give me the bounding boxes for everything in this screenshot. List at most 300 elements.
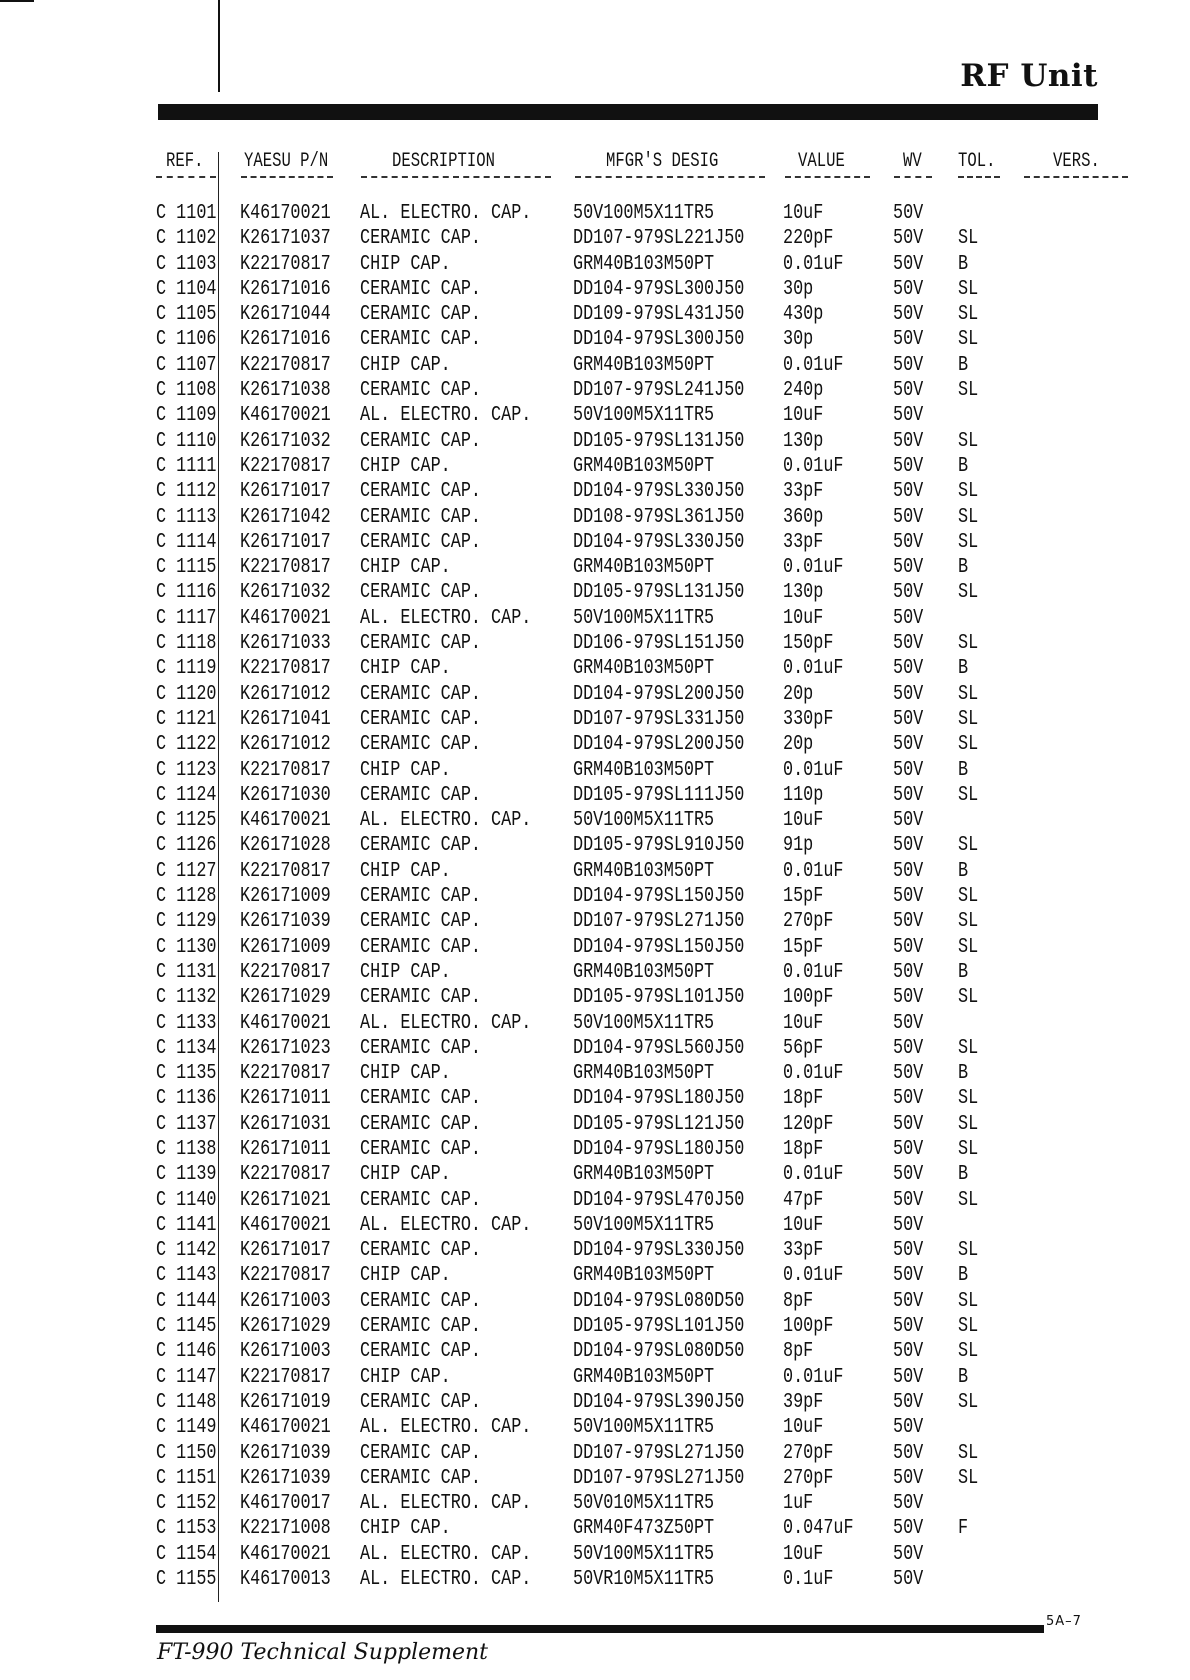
- value-cell: 47pF: [783, 1188, 824, 1212]
- mfgr-desig-cell: 50V100M5X11TR5: [573, 809, 715, 833]
- ref-cell: C 1144: [156, 1289, 217, 1313]
- value-cell: 10uF: [783, 1416, 824, 1440]
- wv-cell: 50V: [893, 556, 924, 580]
- yaesu-pn-cell: K26171021: [240, 1188, 331, 1212]
- wv-cell: 50V: [893, 1492, 924, 1516]
- tol-cell: F: [958, 1517, 969, 1541]
- ref-cell: C 1110: [156, 429, 217, 453]
- description-cell: CHIP CAP.: [360, 252, 451, 276]
- yaesu-pn-cell: K26171003: [240, 1340, 331, 1364]
- description-cell: CERAMIC CAP.: [360, 303, 481, 327]
- table-row: [0, 960, 1190, 985]
- table-row: [0, 1213, 1190, 1238]
- tol-cell: SL: [958, 986, 979, 1010]
- margin-rule: [218, 0, 220, 92]
- description-cell: AL. ELECTRO. CAP.: [360, 1492, 532, 1516]
- description-cell: CERAMIC CAP.: [360, 1390, 481, 1414]
- ref-cell: C 1105: [156, 303, 217, 327]
- mfgr-desig-cell: GRM40B103M50PT: [573, 657, 715, 681]
- parts-table: [0, 201, 1190, 1592]
- description-cell: CERAMIC CAP.: [360, 1137, 481, 1161]
- mfgr-desig-cell: GRM40B103M50PT: [573, 556, 715, 580]
- yaesu-pn-cell: K26171030: [240, 783, 331, 807]
- tol-cell: SL: [958, 632, 979, 656]
- table-row: [0, 1567, 1190, 1592]
- wv-cell: 50V: [893, 1340, 924, 1364]
- mfgr-desig-cell: 50V100M5X11TR5: [573, 1416, 715, 1440]
- description-cell: CERAMIC CAP.: [360, 379, 481, 403]
- tol-cell: SL: [958, 1466, 979, 1490]
- table-row: [0, 1289, 1190, 1314]
- ref-cell: C 1106: [156, 328, 217, 352]
- mfgr-desig-cell: GRM40B103M50PT: [573, 454, 715, 478]
- tol-cell: SL: [958, 227, 979, 251]
- yaesu-pn-cell: K46170021: [240, 1542, 331, 1566]
- tol-cell: B: [958, 252, 969, 276]
- tol-cell: SL: [958, 733, 979, 757]
- ref-cell: C 1108: [156, 379, 217, 403]
- value-cell: 10uF: [783, 1542, 824, 1566]
- wv-cell: 50V: [893, 1416, 924, 1440]
- table-row: [0, 1086, 1190, 1111]
- value-cell: 270pF: [783, 1466, 834, 1490]
- wv-cell: 50V: [893, 834, 924, 858]
- value-cell: 0.01uF: [783, 353, 844, 377]
- table-row: [0, 1188, 1190, 1213]
- ref-cell: C 1116: [156, 581, 217, 605]
- ref-cell: C 1113: [156, 505, 217, 529]
- tol-cell: SL: [958, 1036, 979, 1060]
- ref-cell: C 1137: [156, 1112, 217, 1136]
- header-rule: [158, 104, 1098, 120]
- ref-cell: C 1122: [156, 733, 217, 757]
- description-cell: CERAMIC CAP.: [360, 885, 481, 909]
- wv-cell: 50V: [893, 1188, 924, 1212]
- tol-cell: SL: [958, 935, 979, 959]
- tol-cell: B: [958, 556, 969, 580]
- wv-cell: 50V: [893, 379, 924, 403]
- yaesu-pn-cell: K22170817: [240, 353, 331, 377]
- table-row: [0, 707, 1190, 732]
- description-cell: CERAMIC CAP.: [360, 1239, 481, 1263]
- ref-cell: C 1143: [156, 1264, 217, 1288]
- table-row: [0, 454, 1190, 479]
- yaesu-pn-cell: K22170817: [240, 454, 331, 478]
- value-cell: 270pF: [783, 910, 834, 934]
- wv-cell: 50V: [893, 202, 924, 225]
- ref-cell: C 1151: [156, 1466, 217, 1490]
- yaesu-pn-cell: K22170817: [240, 657, 331, 681]
- tol-cell: SL: [958, 910, 979, 934]
- value-cell: 8pF: [783, 1340, 814, 1364]
- yaesu-pn-cell: K26171041: [240, 707, 331, 731]
- yaesu-pn-cell: K46170017: [240, 1492, 331, 1516]
- description-cell: CERAMIC CAP.: [360, 505, 481, 529]
- description-cell: CERAMIC CAP.: [360, 910, 481, 934]
- yaesu-pn-cell: K26171017: [240, 480, 331, 504]
- header-underline-tol: [958, 176, 1000, 178]
- ref-cell: C 1130: [156, 935, 217, 959]
- ref-cell: C 1121: [156, 707, 217, 731]
- description-cell: AL. ELECTRO. CAP.: [360, 202, 532, 225]
- table-row: [0, 1238, 1190, 1263]
- description-cell: CERAMIC CAP.: [360, 1340, 481, 1364]
- ref-cell: C 1153: [156, 1517, 217, 1541]
- table-row: [0, 1314, 1190, 1339]
- description-cell: CERAMIC CAP.: [360, 1087, 481, 1111]
- ref-cell: C 1149: [156, 1416, 217, 1440]
- tol-cell: SL: [958, 885, 979, 909]
- mfgr-desig-cell: DD104-979SL200J50: [573, 733, 745, 757]
- wv-cell: 50V: [893, 1239, 924, 1263]
- tol-cell: B: [958, 353, 969, 377]
- mfgr-desig-cell: DD107-979SL241J50: [573, 379, 745, 403]
- value-cell: 10uF: [783, 202, 824, 225]
- value-cell: 33pF: [783, 530, 824, 554]
- yaesu-pn-cell: K22171008: [240, 1517, 331, 1541]
- yaesu-pn-cell: K26171012: [240, 682, 331, 706]
- yaesu-pn-cell: K26171042: [240, 505, 331, 529]
- mfgr-desig-cell: 50V100M5X11TR5: [573, 404, 715, 428]
- tol-cell: SL: [958, 1087, 979, 1111]
- value-cell: 150pF: [783, 632, 834, 656]
- wv-cell: 50V: [893, 783, 924, 807]
- ref-cell: C 1117: [156, 606, 217, 630]
- mfgr-desig-cell: DD104-979SL300J50: [573, 328, 745, 352]
- yaesu-pn-cell: K26171017: [240, 1239, 331, 1263]
- description-cell: CHIP CAP.: [360, 1062, 451, 1086]
- ref-cell: C 1147: [156, 1365, 217, 1389]
- value-cell: 110p: [783, 783, 824, 807]
- ref-cell: C 1154: [156, 1542, 217, 1566]
- description-cell: CERAMIC CAP.: [360, 986, 481, 1010]
- wv-cell: 50V: [893, 632, 924, 656]
- table-row: [0, 252, 1190, 277]
- mfgr-desig-cell: DD104-979SL080D50: [573, 1289, 745, 1313]
- ref-cell: C 1139: [156, 1163, 217, 1187]
- yaesu-pn-cell: K26171032: [240, 581, 331, 605]
- yaesu-pn-cell: K26171023: [240, 1036, 331, 1060]
- mfgr-desig-cell: DD104-979SL470J50: [573, 1188, 745, 1212]
- wv-cell: 50V: [893, 530, 924, 554]
- tol-cell: SL: [958, 1441, 979, 1465]
- wv-cell: 50V: [893, 454, 924, 478]
- wv-cell: 50V: [893, 1517, 924, 1541]
- value-cell: 0.01uF: [783, 252, 844, 276]
- value-cell: 0.01uF: [783, 960, 844, 984]
- yaesu-pn-cell: K46170021: [240, 404, 331, 428]
- wv-cell: 50V: [893, 581, 924, 605]
- tol-cell: SL: [958, 530, 979, 554]
- description-cell: CHIP CAP.: [360, 1163, 451, 1187]
- value-cell: 39pF: [783, 1390, 824, 1414]
- yaesu-pn-cell: K26171012: [240, 733, 331, 757]
- table-row: [0, 808, 1190, 833]
- mfgr-desig-cell: DD104-979SL390J50: [573, 1390, 745, 1414]
- yaesu-pn-cell: K26171016: [240, 328, 331, 352]
- value-cell: 33pF: [783, 1239, 824, 1263]
- yaesu-pn-cell: K26171016: [240, 277, 331, 301]
- yaesu-pn-cell: K26171011: [240, 1087, 331, 1111]
- ref-cell: C 1101: [156, 202, 217, 225]
- yaesu-pn-cell: K26171039: [240, 910, 331, 934]
- table-row: [0, 302, 1190, 327]
- description-cell: CERAMIC CAP.: [360, 682, 481, 706]
- ref-cell: C 1127: [156, 859, 217, 883]
- tol-cell: SL: [958, 1315, 979, 1339]
- mfgr-desig-cell: DD104-979SL330J50: [573, 1239, 745, 1263]
- ref-cell: C 1146: [156, 1340, 217, 1364]
- ref-cell: C 1132: [156, 986, 217, 1010]
- yaesu-pn-cell: K22170817: [240, 1365, 331, 1389]
- description-cell: CERAMIC CAP.: [360, 277, 481, 301]
- wv-cell: 50V: [893, 277, 924, 301]
- ref-cell: C 1125: [156, 809, 217, 833]
- value-cell: 330pF: [783, 707, 834, 731]
- value-cell: 100pF: [783, 986, 834, 1010]
- ref-cell: C 1111: [156, 454, 217, 478]
- table-row: [0, 353, 1190, 378]
- table-row: [0, 884, 1190, 909]
- value-cell: 30p: [783, 328, 814, 352]
- value-cell: 100pF: [783, 1315, 834, 1339]
- mfgr-desig-cell: GRM40B103M50PT: [573, 1264, 715, 1288]
- description-cell: AL. ELECTRO. CAP.: [360, 606, 532, 630]
- ref-cell: C 1148: [156, 1390, 217, 1414]
- table-row: [0, 656, 1190, 681]
- table-row: [0, 1491, 1190, 1516]
- mfgr-desig-cell: DD104-979SL080D50: [573, 1340, 745, 1364]
- value-cell: 0.01uF: [783, 657, 844, 681]
- wv-cell: 50V: [893, 480, 924, 504]
- tol-cell: SL: [958, 1340, 979, 1364]
- ref-cell: C 1141: [156, 1213, 217, 1237]
- yaesu-pn-cell: K22170817: [240, 960, 331, 984]
- table-row: [0, 631, 1190, 656]
- table-row: [0, 403, 1190, 428]
- wv-cell: 50V: [893, 682, 924, 706]
- value-cell: 240p: [783, 379, 824, 403]
- ref-cell: C 1145: [156, 1315, 217, 1339]
- ref-cell: C 1118: [156, 632, 217, 656]
- wv-cell: 50V: [893, 1542, 924, 1566]
- col-header-yaesu-pn: YAESU P/N: [244, 150, 329, 173]
- wv-cell: 50V: [893, 1568, 924, 1592]
- value-cell: 270pF: [783, 1441, 834, 1465]
- value-cell: 0.01uF: [783, 758, 844, 782]
- value-cell: 0.01uF: [783, 1062, 844, 1086]
- mfgr-desig-cell: GRM40B103M50PT: [573, 252, 715, 276]
- yaesu-pn-cell: K46170021: [240, 809, 331, 833]
- wv-cell: 50V: [893, 227, 924, 251]
- wv-cell: 50V: [893, 1315, 924, 1339]
- mfgr-desig-cell: 50V100M5X11TR5: [573, 1011, 715, 1035]
- yaesu-pn-cell: K46170021: [240, 202, 331, 225]
- table-row: [0, 1137, 1190, 1162]
- ref-cell: C 1120: [156, 682, 217, 706]
- yaesu-pn-cell: K26171029: [240, 1315, 331, 1339]
- value-cell: 10uF: [783, 404, 824, 428]
- table-row: [0, 1339, 1190, 1364]
- tol-cell: SL: [958, 1137, 979, 1161]
- yaesu-pn-cell: K26171031: [240, 1112, 331, 1136]
- description-cell: CERAMIC CAP.: [360, 632, 481, 656]
- mfgr-desig-cell: DD109-979SL431J50: [573, 303, 745, 327]
- ref-cell: C 1124: [156, 783, 217, 807]
- tol-cell: B: [958, 859, 969, 883]
- description-cell: CHIP CAP.: [360, 454, 451, 478]
- table-row: [0, 479, 1190, 504]
- mfgr-desig-cell: 50V100M5X11TR5: [573, 1542, 715, 1566]
- description-cell: CERAMIC CAP.: [360, 935, 481, 959]
- ref-cell: C 1133: [156, 1011, 217, 1035]
- wv-cell: 50V: [893, 606, 924, 630]
- mfgr-desig-cell: DD105-979SL101J50: [573, 986, 745, 1010]
- description-cell: AL. ELECTRO. CAP.: [360, 1213, 532, 1237]
- description-cell: CERAMIC CAP.: [360, 707, 481, 731]
- wv-cell: 50V: [893, 859, 924, 883]
- ref-cell: C 1129: [156, 910, 217, 934]
- table-row: [0, 1415, 1190, 1440]
- description-cell: AL. ELECTRO. CAP.: [360, 404, 532, 428]
- tol-cell: SL: [958, 505, 979, 529]
- yaesu-pn-cell: K26171037: [240, 227, 331, 251]
- mfgr-desig-cell: GRM40B103M50PT: [573, 1163, 715, 1187]
- description-cell: AL. ELECTRO. CAP.: [360, 809, 532, 833]
- mfgr-desig-cell: DD104-979SL300J50: [573, 277, 745, 301]
- header-underline-mfgr-desig: [575, 176, 765, 178]
- table-row: [0, 1061, 1190, 1086]
- ref-cell: C 1142: [156, 1239, 217, 1263]
- wv-cell: 50V: [893, 733, 924, 757]
- tol-cell: SL: [958, 707, 979, 731]
- value-cell: 15pF: [783, 885, 824, 909]
- table-row: [0, 909, 1190, 934]
- value-cell: 0.1uF: [783, 1568, 834, 1592]
- ref-cell: C 1104: [156, 277, 217, 301]
- mfgr-desig-cell: GRM40B103M50PT: [573, 859, 715, 883]
- table-row: [0, 935, 1190, 960]
- mfgr-desig-cell: GRM40B103M50PT: [573, 1365, 715, 1389]
- mfgr-desig-cell: DD104-979SL330J50: [573, 530, 745, 554]
- description-cell: CERAMIC CAP.: [360, 1036, 481, 1060]
- wv-cell: 50V: [893, 303, 924, 327]
- document-title: FT-990 Technical Supplement: [157, 1640, 489, 1665]
- yaesu-pn-cell: K46170021: [240, 606, 331, 630]
- value-cell: 130p: [783, 581, 824, 605]
- table-row: [0, 201, 1190, 226]
- value-cell: 120pF: [783, 1112, 834, 1136]
- description-cell: CHIP CAP.: [360, 657, 451, 681]
- ref-cell: C 1135: [156, 1062, 217, 1086]
- description-cell: CHIP CAP.: [360, 1264, 451, 1288]
- description-cell: CHIP CAP.: [360, 1365, 451, 1389]
- table-row: [0, 859, 1190, 884]
- value-cell: 15pF: [783, 935, 824, 959]
- tol-cell: SL: [958, 1188, 979, 1212]
- mfgr-desig-cell: DD106-979SL151J50: [573, 632, 745, 656]
- ref-cell: C 1134: [156, 1036, 217, 1060]
- header-underline-yaesu-pn: [241, 176, 333, 178]
- yaesu-pn-cell: K26171011: [240, 1137, 331, 1161]
- wv-cell: 50V: [893, 1011, 924, 1035]
- ref-cell: C 1115: [156, 556, 217, 580]
- yaesu-pn-cell: K22170817: [240, 1062, 331, 1086]
- col-header-value: VALUE: [798, 150, 845, 173]
- wv-cell: 50V: [893, 1062, 924, 1086]
- description-cell: CERAMIC CAP.: [360, 480, 481, 504]
- tol-cell: SL: [958, 834, 979, 858]
- value-cell: 0.01uF: [783, 454, 844, 478]
- ref-cell: C 1138: [156, 1137, 217, 1161]
- wv-cell: 50V: [893, 404, 924, 428]
- value-cell: 0.01uF: [783, 1264, 844, 1288]
- tol-cell: SL: [958, 1289, 979, 1313]
- description-cell: CHIP CAP.: [360, 556, 451, 580]
- table-row: [0, 985, 1190, 1010]
- tol-cell: SL: [958, 1112, 979, 1136]
- table-row: [0, 1112, 1190, 1137]
- yaesu-pn-cell: K26171003: [240, 1289, 331, 1313]
- yaesu-pn-cell: K26171019: [240, 1390, 331, 1414]
- mfgr-desig-cell: DD107-979SL271J50: [573, 910, 745, 934]
- description-cell: CERAMIC CAP.: [360, 1112, 481, 1136]
- corner-mark: [0, 0, 34, 2]
- yaesu-pn-cell: K22170817: [240, 859, 331, 883]
- wv-cell: 50V: [893, 1441, 924, 1465]
- wv-cell: 50V: [893, 960, 924, 984]
- wv-cell: 50V: [893, 1137, 924, 1161]
- value-cell: 130p: [783, 429, 824, 453]
- mfgr-desig-cell: DD105-979SL910J50: [573, 834, 745, 858]
- value-cell: 0.047uF: [783, 1517, 854, 1541]
- mfgr-desig-cell: DD105-979SL121J50: [573, 1112, 745, 1136]
- mfgr-desig-cell: DD108-979SL361J50: [573, 505, 745, 529]
- ref-cell: C 1119: [156, 657, 217, 681]
- wv-cell: 50V: [893, 1365, 924, 1389]
- value-cell: 10uF: [783, 1011, 824, 1035]
- mfgr-desig-cell: DD107-979SL331J50: [573, 707, 745, 731]
- mfgr-desig-cell: GRM40B103M50PT: [573, 353, 715, 377]
- table-row: [0, 1011, 1190, 1036]
- yaesu-pn-cell: K46170013: [240, 1568, 331, 1592]
- mfgr-desig-cell: GRM40B103M50PT: [573, 1062, 715, 1086]
- header-underline-ref: [156, 176, 216, 178]
- table-row: [0, 277, 1190, 302]
- tol-cell: SL: [958, 379, 979, 403]
- table-row: [0, 580, 1190, 605]
- wv-cell: 50V: [893, 252, 924, 276]
- description-cell: CERAMIC CAP.: [360, 1315, 481, 1339]
- wv-cell: 50V: [893, 1390, 924, 1414]
- col-header-description: DESCRIPTION: [392, 150, 495, 173]
- ref-cell: C 1107: [156, 353, 217, 377]
- wv-cell: 50V: [893, 885, 924, 909]
- tol-cell: SL: [958, 277, 979, 301]
- description-cell: CERAMIC CAP.: [360, 1289, 481, 1313]
- value-cell: 0.01uF: [783, 859, 844, 883]
- ref-cell: C 1140: [156, 1188, 217, 1212]
- ref-cell: C 1126: [156, 834, 217, 858]
- yaesu-pn-cell: K26171032: [240, 429, 331, 453]
- table-row: [0, 1390, 1190, 1415]
- description-cell: AL. ELECTRO. CAP.: [360, 1568, 532, 1592]
- tol-cell: B: [958, 454, 969, 478]
- wv-cell: 50V: [893, 657, 924, 681]
- value-cell: 30p: [783, 277, 814, 301]
- table-row: [0, 226, 1190, 251]
- ref-cell: C 1136: [156, 1087, 217, 1111]
